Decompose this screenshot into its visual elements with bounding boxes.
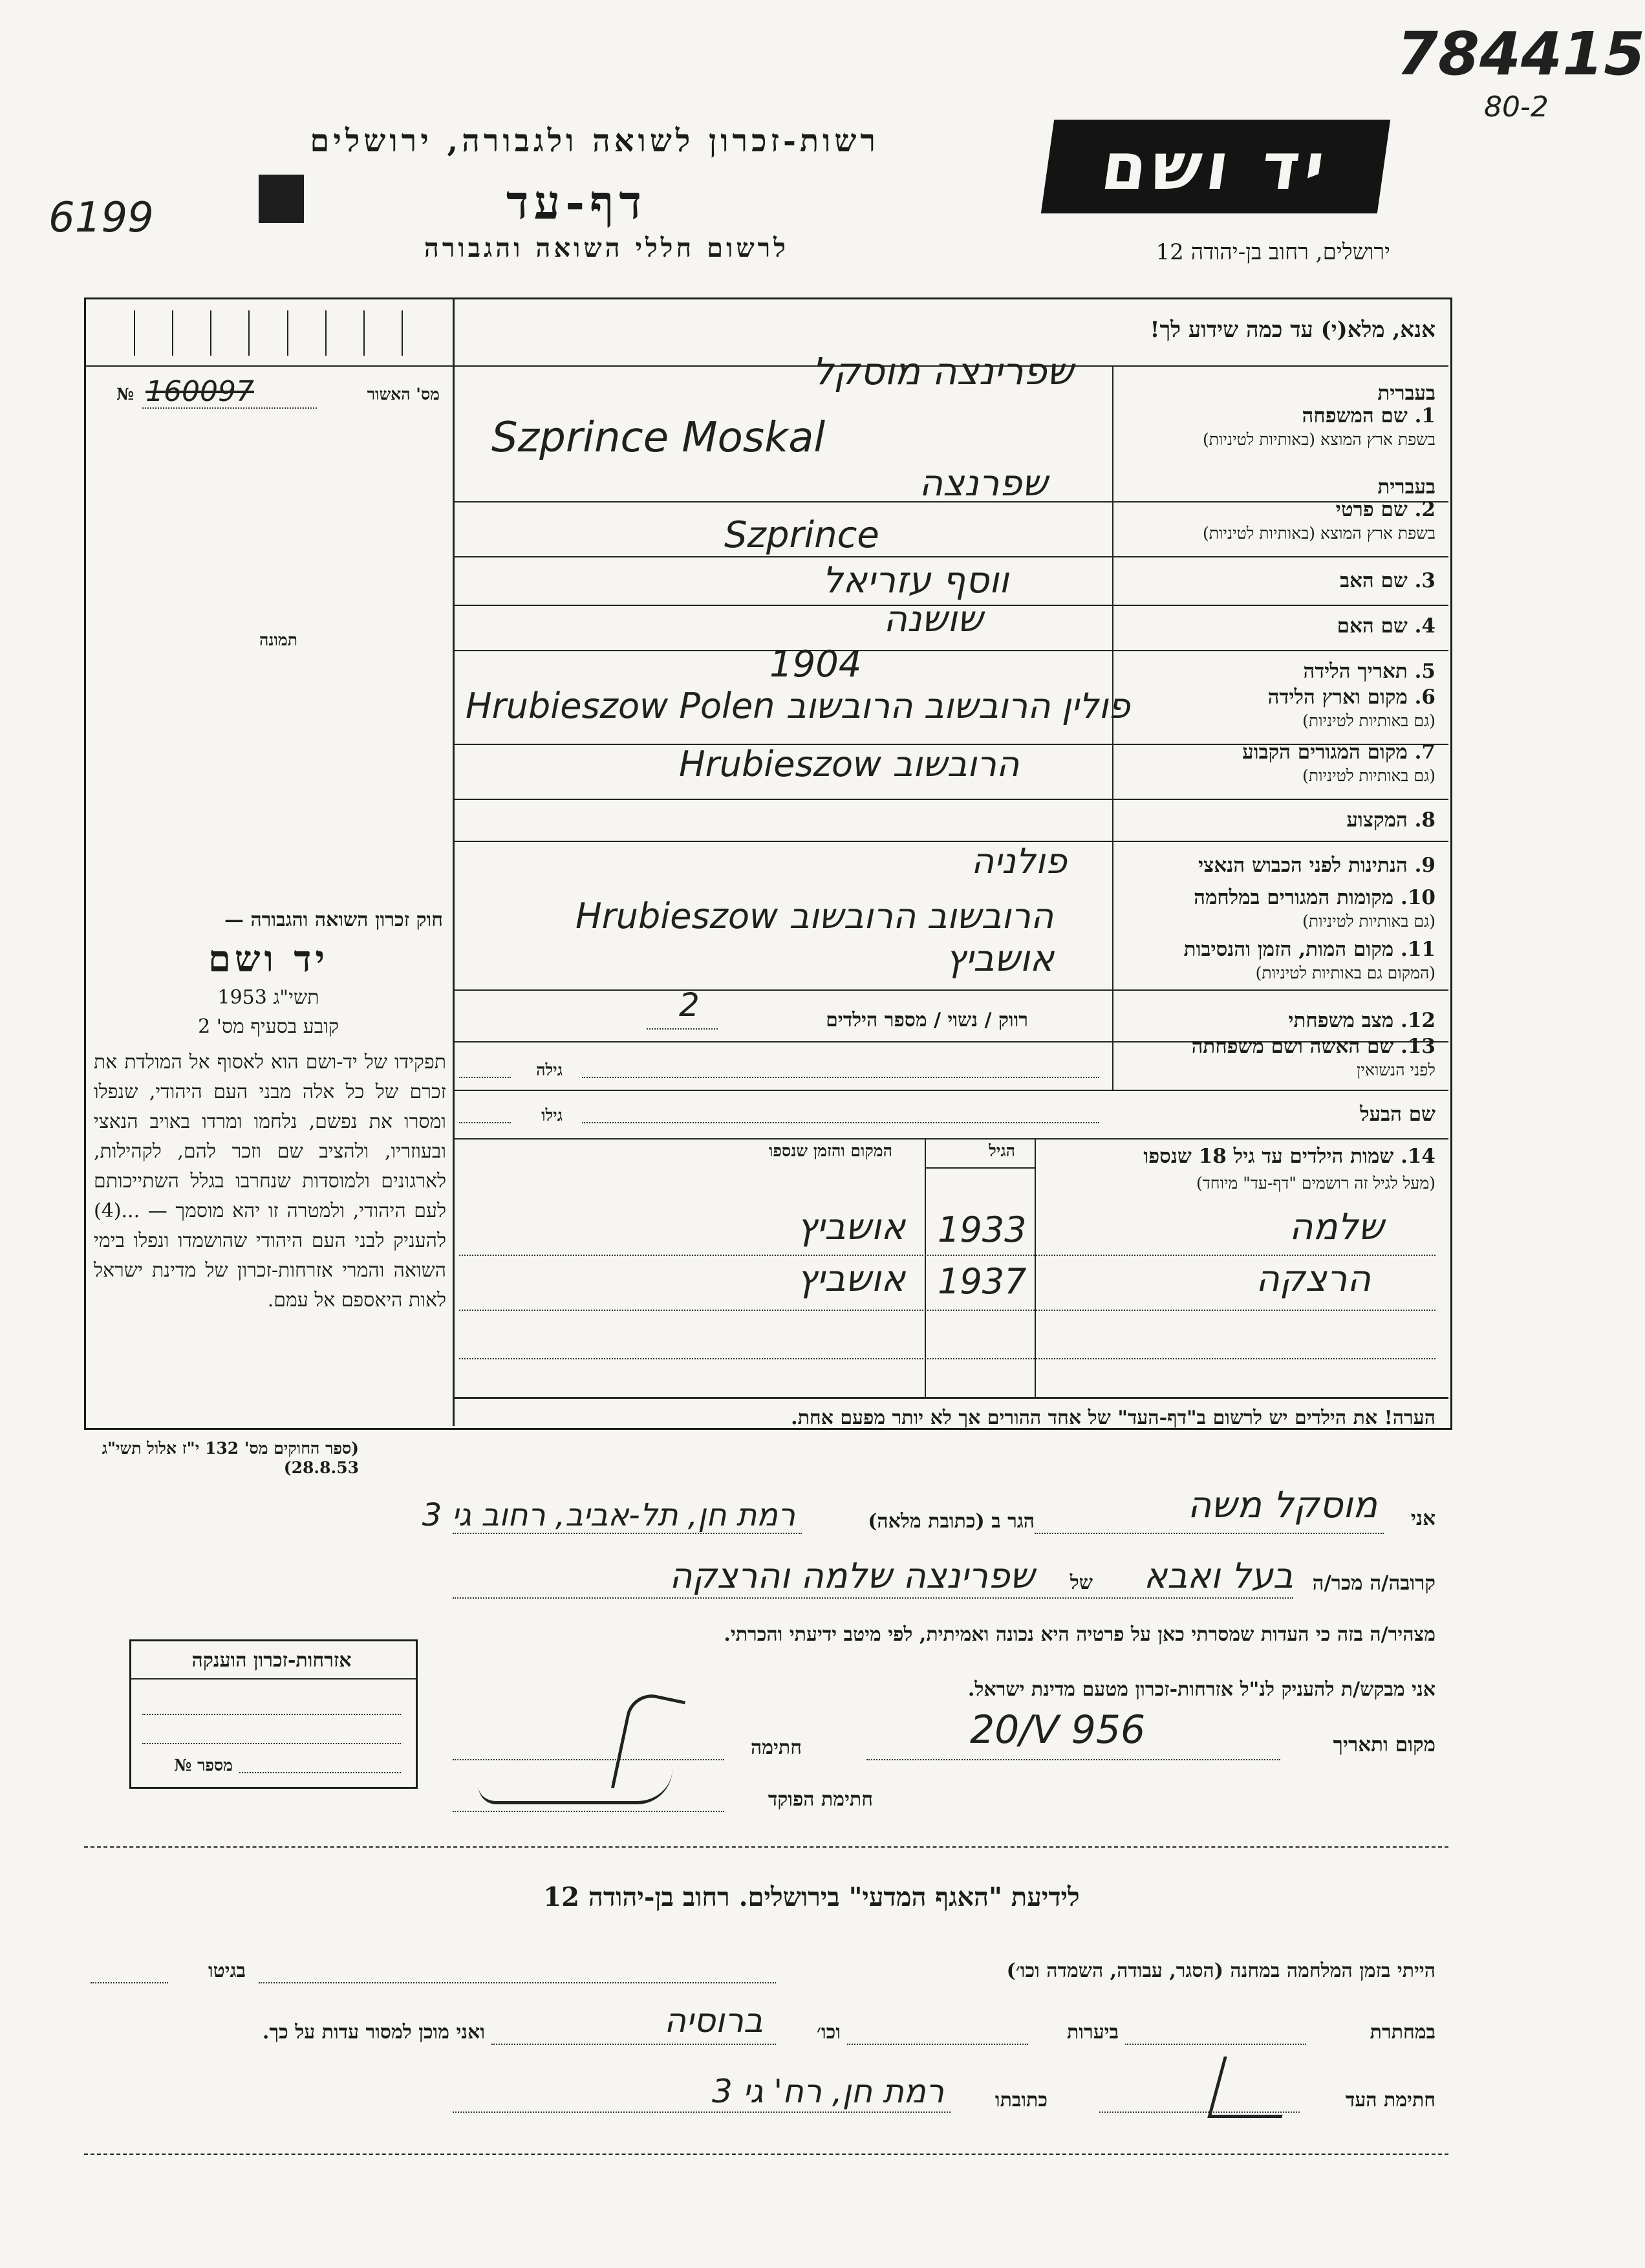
etc-label: וכו׳ (817, 2021, 841, 2044)
of-label: של (1070, 1571, 1093, 1594)
signature-label: חתימה (751, 1736, 802, 1759)
f12-label: 12. מצב משפחתי (1288, 1009, 1435, 1032)
declarant-address: רמת חן, תל-אביב, רחוב גי 3 (422, 1497, 795, 1533)
citizenship-box-title: אזרחות-זכרון הוענקה (191, 1649, 352, 1672)
f13-sub: לפני הנשואין (1357, 1061, 1435, 1079)
institution-name: רשות-זכרון לשואה ולגבורה, ירושלים (310, 123, 879, 159)
f6-label: 6. מקום וארץ הלידה (1267, 686, 1435, 709)
f2-sub-hebrew: בעברית (1377, 475, 1435, 499)
children-age-header: הגיל (989, 1141, 1015, 1160)
forests-label: ביערות (1066, 2021, 1119, 2044)
f10-value: Hrubieszow הרובשוב הרובשוב (575, 896, 1054, 936)
declarant-name: מוסקל משה (1187, 1484, 1377, 1526)
f7-sub: (גם באותיות לטיניות) (1302, 766, 1435, 785)
official-signature (478, 1769, 672, 1804)
approval-label: מס' האשור (367, 385, 440, 404)
relatives-names: שפרינצה שלמה והרצקה (669, 1555, 1035, 1596)
f11-value: אושביץ (945, 938, 1054, 980)
law-source: (ספר החוקים מס' 132 י"ז אלול תשי"ג 28.8.53) (102, 1439, 359, 1477)
f5-label: 5. תאריך הלידה (1303, 660, 1435, 683)
witness-signature (1207, 2057, 1298, 2118)
f2-sub-latin: בשפת ארץ המוצא (באותיות לטיניות) (1203, 524, 1435, 543)
f2-value-latin: Szprince (724, 514, 879, 556)
code-boxes (97, 310, 440, 356)
child-name: שלמה (1289, 1206, 1384, 1248)
witness-signature-label: חתימת העד (1345, 2089, 1435, 2111)
underground-label: במחתרת (1370, 2021, 1435, 2044)
husband-label: שם הבעל (1360, 1103, 1435, 1126)
label-column-divider (1112, 365, 1113, 1090)
stamp-mark (259, 175, 304, 223)
resides-label: הגר ב (כתובת מלאה) (868, 1510, 1035, 1533)
f12-options: רווק / נשוי / מספר הילדים (826, 1009, 1028, 1031)
children-place-header: המקום והזמן שנספו (769, 1141, 892, 1160)
law-name: יד ושם (208, 938, 329, 980)
f9-value: פולניה (971, 841, 1067, 881)
header-address: ירושלים, רחוב בן-יהודה 12 (1156, 239, 1390, 265)
law-text: תפקידו של יד-ושם הוא לאסוף אל המולדת את זכרם של כל אלה מבני העם היהודי, שנפלו ומסרו את נפשם, נלחמו ומרדו באויב הנאצי ובעוזריו, ולהציב שם וזכר להם, לקהילות, לארגונים ולמוסדות שנחרבו בגלל השתייכותם לעם היהודי, ולמטרה זו יהא מוסמך — ...(4) להעניק לבני העם היהודי שהושמדו ונפלו בימי השואה והמרי אזרחות-זכרון של מדינת ישראל לאות היאספם אל עמם. (94, 1051, 446, 1312)
f1-sub-hebrew: בעברית (1377, 382, 1435, 405)
child-age: 1937 (938, 1261, 1027, 1302)
child-place: אושביץ (797, 1258, 905, 1300)
f1-label: 1. שם המשפחה (1302, 404, 1435, 427)
ani-label: אני (1410, 1507, 1435, 1530)
relation-label: קרובה/ה מכר/ה (1312, 1571, 1435, 1595)
f3-value: ווסף עזריאל (822, 559, 1009, 601)
official-signature-label: חתימת הפוקד (768, 1788, 873, 1811)
left-column-divider (453, 297, 455, 1426)
f11-label: 11. מקום המות, הזמן והנסיבות (1183, 938, 1435, 961)
form-subtitle: לרשום חללי השואה והגבורה (424, 233, 789, 263)
f7-label: 7. מקום המגורים הקבוע (1242, 740, 1435, 764)
archive-number: 784415 (1397, 19, 1645, 89)
approval-number: 160097 (145, 375, 254, 408)
etc-value: ברוסיה (664, 2002, 763, 2040)
law-title: חוק זכרון השואה והגבורה — (224, 909, 443, 931)
child-name: הרצקה (1256, 1258, 1371, 1300)
f10-sub: (גם באותיות לטיניות) (1302, 912, 1435, 931)
yad-vashem-logo: יד ושם (1041, 120, 1390, 213)
photo-label: תמונה (259, 631, 297, 649)
f3-label: 3. שם האב (1340, 569, 1435, 592)
ready-to-testify: ואני מוכן למסור עדות על כך. (262, 2021, 485, 2044)
form-title: דף-עד (506, 175, 647, 230)
f13-age-label: גילה (536, 1061, 563, 1079)
note: הערה! את הילדים יש לרשום ב"דף-העד" של אחד ההורים אך לא יותר מפעם אחת. (791, 1407, 1435, 1429)
f6-sub: (גם באותיות לטיניות) (1302, 711, 1435, 730)
instruction: אנא, מלא(י) עד כמה שידוע לך! (1150, 317, 1435, 343)
f2-value-hebrew: שפרנצה (919, 462, 1048, 504)
f4-value: שושנה (883, 598, 983, 640)
child-place: אושביץ (797, 1206, 905, 1248)
law-year: תשי"ג 1953 (217, 986, 319, 1009)
f6-value: Hrubieszow Polen פולין הרובשוב הרובשוב (466, 686, 1130, 726)
witness-address-label: כתובתו (995, 2089, 1048, 2111)
approval-no-prefix: № (116, 385, 134, 404)
f4-label: 4. שם האם (1337, 614, 1435, 638)
f13-label: 13. שם האשה ושם משפחתה (1191, 1035, 1435, 1058)
declaration-statement: מצהיר/ה בזה כי העדות שמסרתי כאן על פרטיה היא נכונה ואמיתית, לפי מיטב ידיעתי והכרתי. (724, 1623, 1435, 1646)
f8-label: 8. המקצוע (1346, 808, 1435, 832)
child-age: 1933 (938, 1209, 1027, 1250)
children-sub: (מעל לגיל זה רושמים "דף-עד" מיוחד) (1196, 1174, 1435, 1193)
left-handwritten-number: 6199 (48, 194, 154, 242)
f1-value-latin: Szprince Moskal (491, 414, 826, 462)
ghetto-label: בגיטו (208, 1960, 246, 1982)
citizenship-number-label: מספר № (174, 1756, 233, 1775)
f10-label: 10. מקומות המגורים במלחמה (1194, 886, 1435, 909)
f1-value-hebrew: שפרינצה מוסקל (812, 349, 1073, 393)
f9-label: 9. הנתינות לפני הכבוש הנאצי (1198, 854, 1435, 877)
archive-sub-number: 80-2 (1484, 91, 1549, 124)
f2-label: 2. שם פרטי (1335, 498, 1435, 521)
f1-sub-latin: בשפת ארץ המוצא (באותיות לטיניות) (1203, 430, 1435, 449)
witness-address: רמת חן, רח' גי 3 (711, 2073, 944, 2110)
place-date-value: 20/V 956 (970, 1707, 1146, 1753)
children-label: 14. שמות הילדים עד גיל 18 שנספו (1143, 1145, 1435, 1168)
husband-age-label: גילו (541, 1106, 563, 1125)
f7-value: Hrubieszow הרובשוב (679, 744, 1020, 784)
f11-sub: (המקום גם באותיות לטיניות) (1255, 964, 1435, 982)
law-clause: קובע בסעיף מס' 2 (198, 1015, 339, 1038)
camp-line: הייתי בזמן המלחמה במחנה (הסגר, עבודה, השמדה וכו׳) (1006, 1960, 1435, 1982)
f12-children: 2 (679, 986, 700, 1024)
place-date-label: מקום ותאריך (1333, 1733, 1435, 1756)
scientific-dept-heading: לידיעת "האגף המדעי" בירושלים. רחוב בן-יהודה 12 (543, 1882, 1080, 1912)
relation-value: בעל ואבא (1143, 1555, 1293, 1596)
memorial-citizenship-request: אני מבקש/ת להעניק לנ"ל אזרחות-זכרון מטעם מדינת ישראל. (967, 1678, 1435, 1701)
f5-value: 1904 (769, 643, 862, 686)
